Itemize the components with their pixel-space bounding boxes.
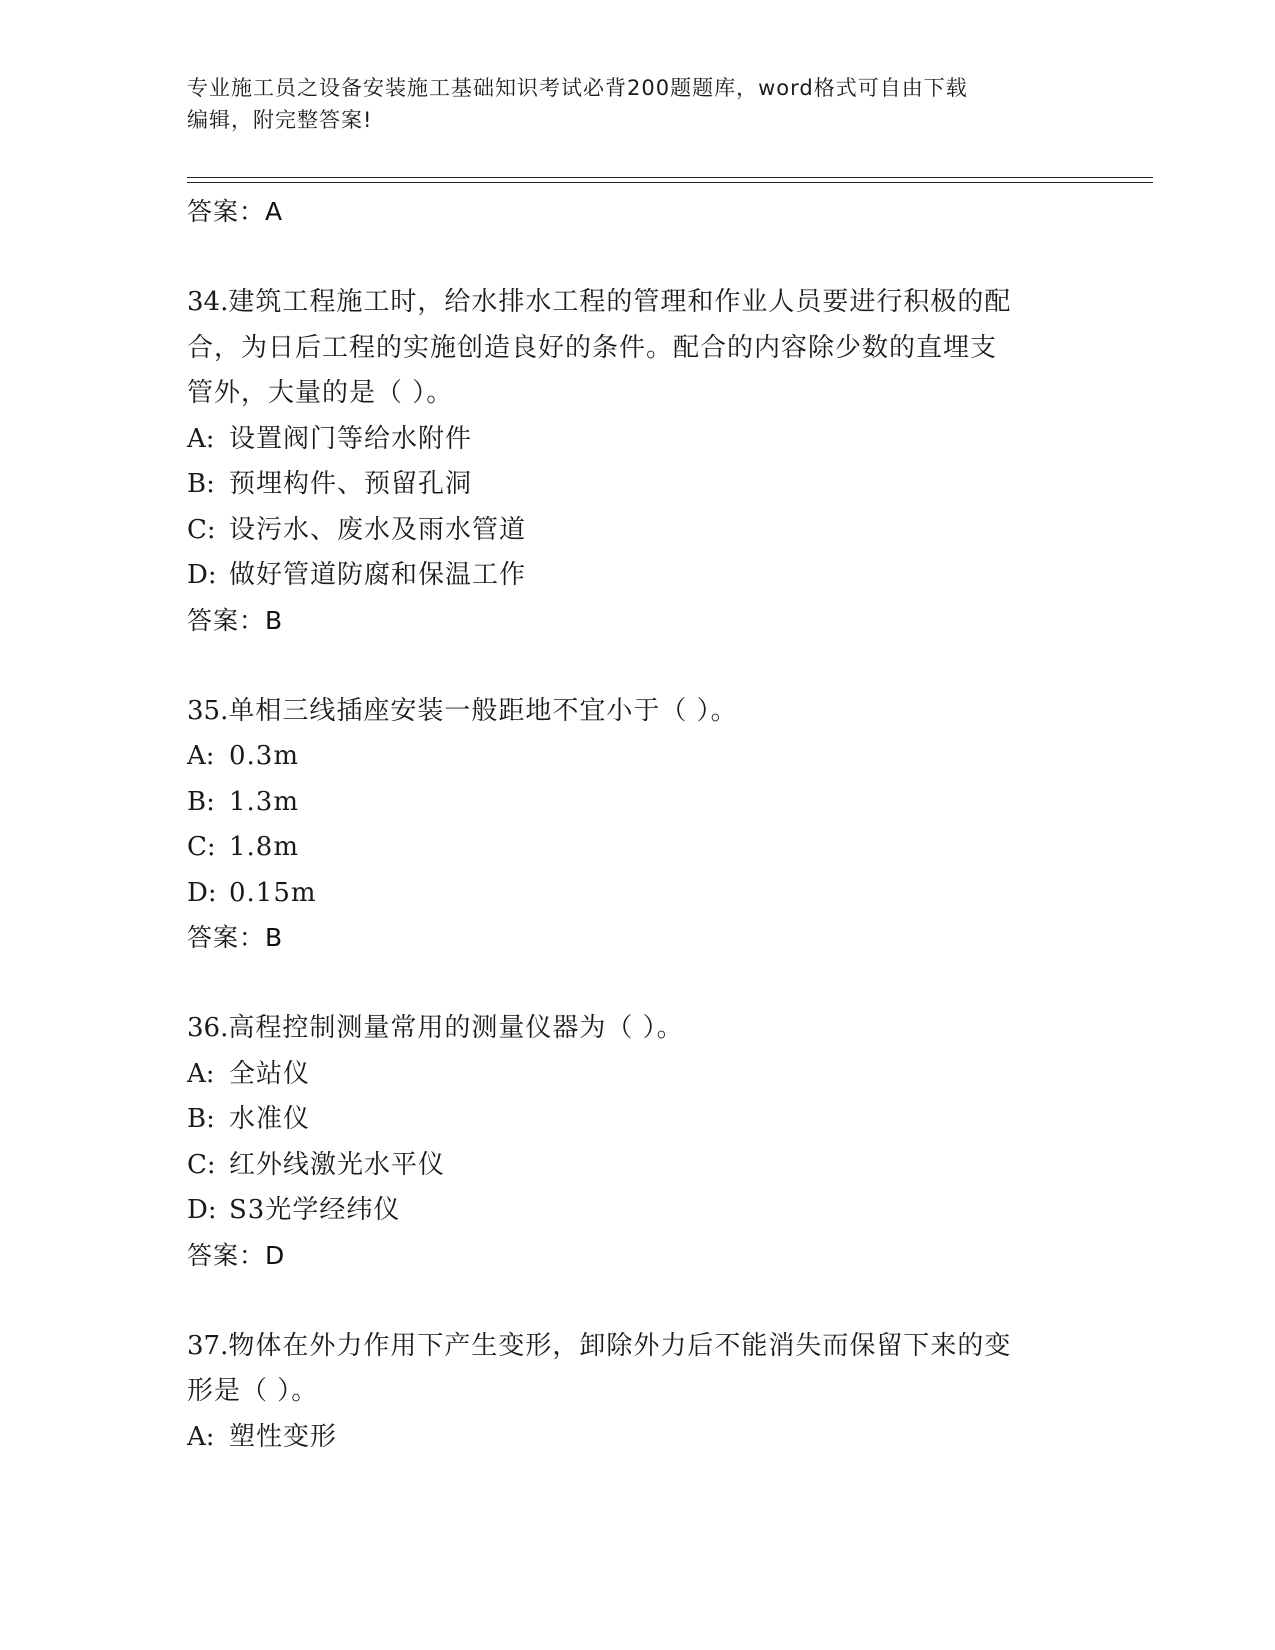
option-key: D:	[187, 877, 217, 908]
option-text: 塑性变形	[229, 1421, 338, 1452]
answer-label: 答案：	[187, 605, 266, 635]
option-key: A:	[187, 1421, 215, 1452]
answer-label: 答案：	[187, 197, 266, 226]
header-line-2: 编辑，附完整答案!	[187, 108, 373, 132]
option-b	[187, 1097, 1087, 1143]
option-key: A:	[187, 423, 215, 454]
question-number: 34.	[187, 287, 229, 317]
option-text: 1.8m	[229, 832, 300, 862]
stem-line: 管外，大量的是（ ）。	[187, 378, 454, 408]
option-text: 0.15m	[229, 877, 317, 908]
option-text: S3光学经纬仪	[229, 1195, 401, 1225]
option-key: C:	[187, 1149, 216, 1180]
question-36	[187, 1006, 1087, 1278]
header-line-1: 专业施工员之设备安装施工基础知识考试必背200题题库，word格式可自由下载	[187, 76, 968, 100]
answer-value: A	[265, 197, 283, 226]
option-b	[187, 462, 1087, 508]
question-number: 35.	[187, 695, 229, 726]
option-text: 全站仪	[229, 1058, 311, 1089]
option-a	[187, 417, 1087, 463]
question-number: 36.	[187, 1013, 229, 1043]
answer-value: B	[265, 923, 283, 952]
option-d	[187, 553, 1087, 599]
stem-line: 建筑工程施工时，给水排水工程的管理和作业人员要进行积极的配	[228, 287, 1012, 317]
answer-line	[187, 599, 1087, 643]
option-key: A:	[187, 741, 215, 771]
header-rule-top	[187, 177, 1153, 178]
option-b	[187, 780, 1087, 826]
question-stem	[187, 689, 1087, 735]
answer-label: 答案：	[187, 923, 266, 952]
answer-value: D	[265, 1240, 285, 1270]
page-header	[187, 72, 1087, 136]
stem-line: 形是（ ）。	[187, 1376, 319, 1406]
option-key: A:	[187, 1058, 215, 1089]
answer-line	[187, 1234, 1087, 1278]
option-key: C:	[187, 832, 216, 862]
answer-line	[187, 916, 1087, 960]
option-c	[187, 508, 1087, 554]
option-text: 红外线激光水平仪	[229, 1149, 446, 1180]
option-text: 水准仪	[229, 1104, 311, 1134]
option-key: B:	[187, 786, 215, 817]
question-34	[187, 280, 1087, 643]
option-text: 预埋构件、预留孔洞	[229, 469, 473, 499]
question-37	[187, 1324, 1087, 1461]
option-key: B:	[187, 469, 215, 499]
option-text: 做好管道防腐和保温工作	[229, 560, 527, 590]
option-key: C:	[187, 514, 216, 545]
answer-value: B	[265, 605, 283, 635]
option-a	[187, 1415, 1087, 1461]
question-stem	[187, 1006, 1087, 1052]
option-text: 1.3m	[229, 786, 300, 817]
stem-line: 合，为日后工程的实施创造良好的条件。配合的内容除少数的直埋支	[187, 332, 998, 363]
stem-line: 单相三线插座安装一般距地不宜小于（ ）。	[228, 695, 738, 726]
option-key: D:	[187, 1195, 217, 1225]
question-stem	[187, 1324, 1087, 1415]
stem-line: 高程控制测量常用的测量仪器为（ ）。	[228, 1013, 684, 1043]
question-number: 37.	[187, 1330, 229, 1361]
option-c	[187, 825, 1087, 871]
option-key: D:	[187, 560, 217, 590]
question-stem	[187, 280, 1087, 417]
header-rule-bottom	[187, 182, 1153, 183]
option-text: 设置阀门等给水附件	[229, 423, 473, 454]
option-key: B:	[187, 1104, 215, 1134]
question-35	[187, 689, 1087, 961]
option-c	[187, 1143, 1087, 1189]
answer-line	[187, 190, 1087, 234]
answer-label: 答案：	[187, 1240, 266, 1270]
option-text: 设污水、废水及雨水管道	[229, 514, 527, 545]
option-text: 0.3m	[229, 741, 300, 771]
option-d	[187, 1188, 1087, 1234]
stem-line: 物体在外力作用下产生变形，卸除外力后不能消失而保留下来的变	[228, 1330, 1012, 1361]
option-d	[187, 871, 1087, 917]
option-a	[187, 734, 1087, 780]
option-a	[187, 1052, 1087, 1098]
question-list	[187, 190, 1087, 1460]
